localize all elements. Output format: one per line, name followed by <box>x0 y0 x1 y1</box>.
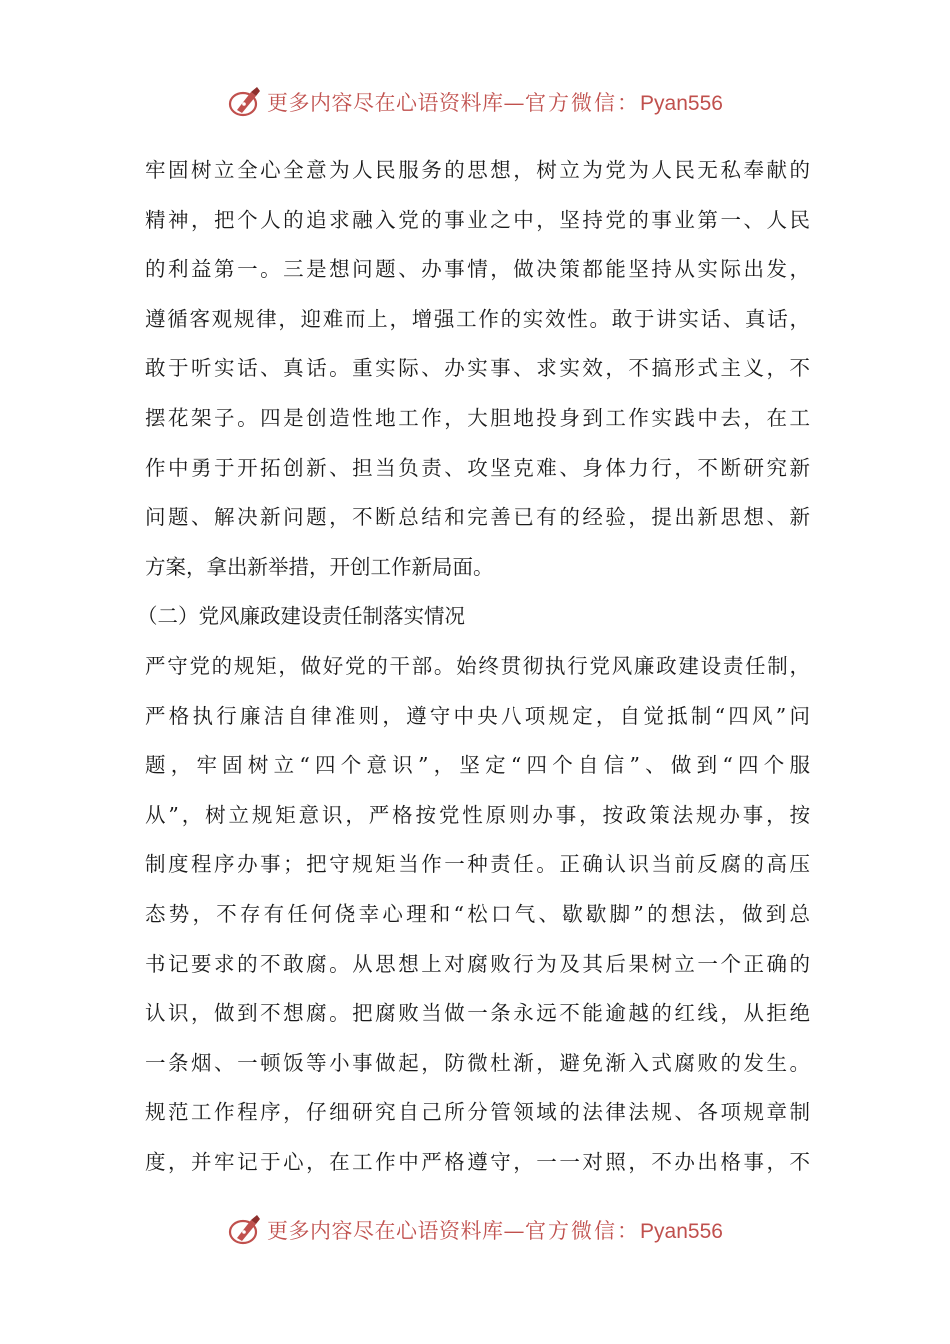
body-line: 摆花架子。四是创造性地工作，大胆地投身到工作实践中去，在工 <box>145 405 810 430</box>
body-line: 严格执行廉洁自律准则，遵守中央八项规定，自觉抵制“四风”问 <box>145 703 810 728</box>
body-line: 敢于听实话、真话。重实际、办实事、求实效，不搞形式主义，不 <box>145 356 810 381</box>
body-line: 认识，做到不想腐。把腐败当做一条永远不能逾越的红线，从拒绝 <box>145 1001 810 1026</box>
banner-text <box>267 1215 723 1245</box>
body-line: 从”，树立规矩意识，严格按党性原则办事，按政策法规办事，按 <box>145 802 810 827</box>
banner-lead: 更多内容尽在心语资料库 <box>267 91 504 115</box>
body-line: 一条烟、一顿饭等小事做起，防微杜渐，避免渐入式腐败的发生。 <box>145 1050 810 1075</box>
body-line: 制度程序办事；把守规矩当作一种责任。正确认识当前反腐的高压 <box>145 852 810 877</box>
body-line: 精神，把个人的追求融入党的事业之中，坚持党的事业第一、人民 <box>145 207 810 232</box>
banner-tail: 官方微信： <box>525 91 641 115</box>
banner-account: Pyan556 <box>640 92 723 115</box>
body-line: 态势，不存有任何侥幸心理和“松口气、歇歇脚”的想法，做到总 <box>145 901 810 926</box>
body-line: 遵循客观规律，迎难而上，增强工作的实效性。敢于讲实话、真话， <box>145 306 810 331</box>
banner-text <box>267 87 723 117</box>
banner-lead: 更多内容尽在心语资料库 <box>267 1219 504 1243</box>
body-line: 书记要求的不敢腐。从思想上对腐败行为及其后果树立一个正确的 <box>145 951 810 976</box>
banner-account: Pyan556 <box>640 1220 723 1243</box>
body-line: 规范工作程序，仔细研究自己所分管领域的法律法规、各项规章制 <box>145 1100 810 1125</box>
pen-nib-logo-icon <box>227 1212 263 1248</box>
body-line: 作中勇于开拓创新、担当负责、攻坚克难、身体力行，不断研究新 <box>145 455 810 480</box>
banner-dash: — <box>503 91 526 115</box>
banner-dash: — <box>503 1219 526 1243</box>
footer-banner <box>0 1208 950 1252</box>
body-line: 度，并牢记于心，在工作中严格遵守，一一对照，不办出格事，不 <box>145 1149 810 1174</box>
body-line: 方案，拿出新举措，开创工作新局面。 <box>145 554 494 579</box>
body-line: 的利益第一。三是想问题、办事情，做决策都能坚持从实际出发， <box>145 257 810 282</box>
pen-nib-logo-icon <box>227 84 263 120</box>
section-heading: （二）党风廉政建设责任制落实情况 <box>137 604 465 629</box>
body-line: 问题、解决新问题，不断总结和完善已有的经验，提出新思想、新 <box>145 505 810 530</box>
header-banner <box>0 80 950 124</box>
body-line: 牢固树立全心全意为人民服务的思想，树立为党为人民无私奉献的 <box>145 158 810 182</box>
body-line: 题，牢固树立“四个意识”，坚定“四个自信”、做到“四个服 <box>145 753 810 778</box>
body-line: 严守党的规矩，做好党的干部。始终贯彻执行党风廉政建设责任制， <box>145 653 810 678</box>
banner-tail: 官方微信： <box>525 1219 641 1243</box>
document-body <box>137 150 810 1191</box>
